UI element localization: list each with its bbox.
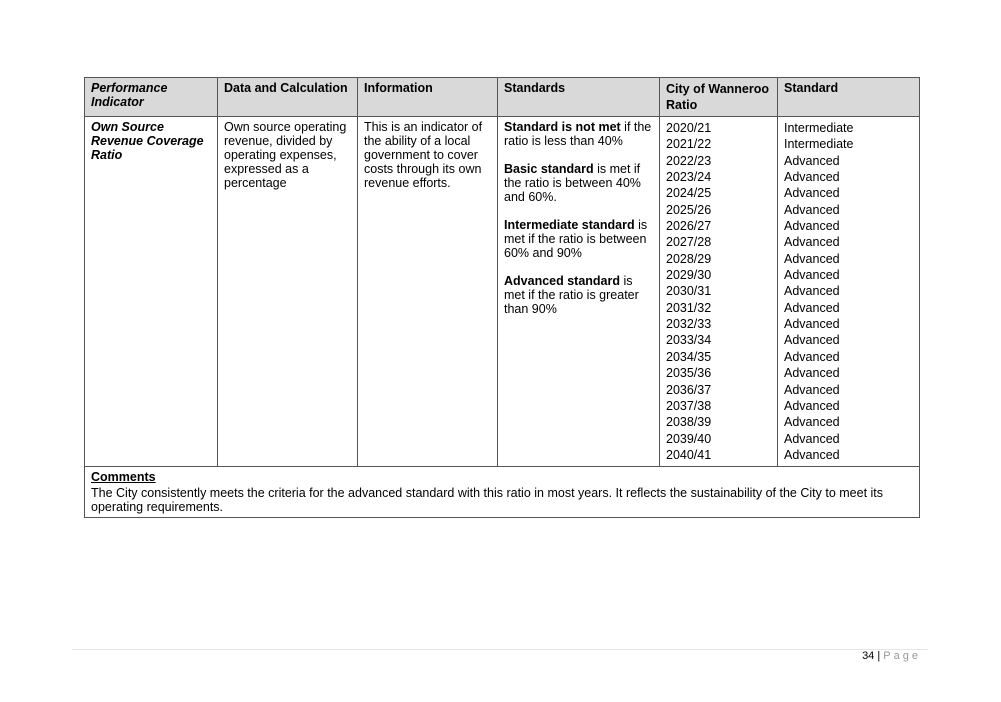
footer-separator: | (877, 650, 881, 662)
ratio-year: 2022/23 (666, 153, 712, 168)
ratio-year: 2038/39 (666, 415, 712, 430)
page-footer (862, 650, 921, 662)
ratio-standard-level: Advanced (784, 415, 840, 430)
page-number: 34 (862, 650, 875, 662)
ratio-year: 2040/41 (666, 447, 712, 462)
footer-divider (72, 649, 928, 650)
ratio-years (660, 117, 778, 467)
ratio-year: 2034/35 (666, 349, 712, 364)
calculation-text: Own source operating revenue, divided by operating expenses, expressed as a percentage (218, 117, 358, 467)
ratio-year: 2036/37 (666, 382, 712, 397)
ratio-standard-level: Advanced (784, 284, 840, 299)
header-standard: Standard (778, 78, 920, 117)
standard-basic: Basic standard is met if the ratio is between 40% and 60%. (504, 162, 641, 204)
ratio-standard-level: Advanced (784, 202, 840, 217)
ratio-standard-level: Advanced (784, 431, 840, 446)
ratio-standard-level: Advanced (784, 153, 840, 168)
ratio-year: 2021/22 (666, 137, 712, 152)
ratio-standard-level: Advanced (784, 268, 840, 283)
comments-cell (85, 467, 920, 518)
ratio-year: 2025/26 (666, 202, 712, 217)
comments-row (85, 467, 920, 518)
ratio-standard-level: Advanced (784, 170, 840, 185)
ratio-standard-level: Advanced (784, 317, 840, 332)
ratio-year: 2039/40 (666, 431, 712, 446)
ratio-year: 2031/32 (666, 300, 712, 315)
standard-advanced: Advanced standard is met if the ratio is greater than 90% (504, 274, 639, 316)
ratio-year: 2037/38 (666, 398, 712, 413)
header-row (85, 78, 920, 117)
ratio-year: 2028/29 (666, 251, 712, 266)
ratio-standard-level: Advanced (784, 447, 840, 462)
ratio-standard-level: Advanced (784, 235, 840, 250)
ratio-standard-level: Advanced (784, 333, 840, 348)
information-text: This is an indicator of the ability of a local government to cover costs through its own revenue efforts. (358, 117, 498, 467)
ratio-year: 2035/36 (666, 366, 712, 381)
ratio-year: 2032/33 (666, 317, 712, 332)
ratio-standard-level: Advanced (784, 300, 840, 315)
indicator-name: Own Source Revenue Coverage Ratio (85, 117, 218, 467)
ratio-standard-level: Advanced (784, 398, 840, 413)
ratio-year: 2026/27 (666, 219, 712, 234)
header-city-ratio: City of Wanneroo Ratio (660, 78, 778, 117)
standard-not-met: Standard is not met if the ratio is less than 40% (504, 120, 652, 148)
ratio-standard-level: Advanced (784, 382, 840, 397)
ratio-standard-level: Advanced (784, 349, 840, 364)
ratio-standard-level: Intermediate (784, 137, 854, 152)
page-label: Page (883, 650, 921, 662)
header-standards: Standards (498, 78, 660, 117)
comments-text: The City consistently meets the criteria for the advanced standard with this ratio in most years. It reflects the sustainability of the City to meet its operating requirements. (91, 486, 884, 515)
ratio-year: 2033/34 (666, 333, 712, 348)
ratio-standard-level: Advanced (784, 219, 840, 234)
ratio-standard-level: Advanced (784, 366, 840, 381)
header-performance-indicator: Performance Indicator (85, 78, 218, 117)
comments-title: Comments (91, 470, 156, 485)
ratio-year: 2029/30 (666, 268, 712, 283)
indicator-row (85, 117, 920, 467)
ratio-standard-level: Intermediate (784, 121, 854, 135)
ratio-year: 2024/25 (666, 186, 712, 201)
standards-text (498, 117, 660, 467)
ratio-year: 2020/21 (666, 121, 712, 135)
standard-intermediate: Intermediate standard is met if the ratio is between 60% and 90% (504, 218, 648, 260)
ratio-year: 2023/24 (666, 170, 712, 185)
ratio-standard-level: Advanced (784, 186, 840, 201)
ratio-standards (778, 117, 920, 467)
header-information: Information (358, 78, 498, 117)
ratio-year: 2027/28 (666, 235, 712, 250)
header-data-calculation: Data and Calculation (218, 78, 358, 117)
ratio-standard-level: Advanced (784, 251, 840, 266)
ratio-year: 2030/31 (666, 284, 712, 299)
kpi-table (84, 77, 920, 518)
